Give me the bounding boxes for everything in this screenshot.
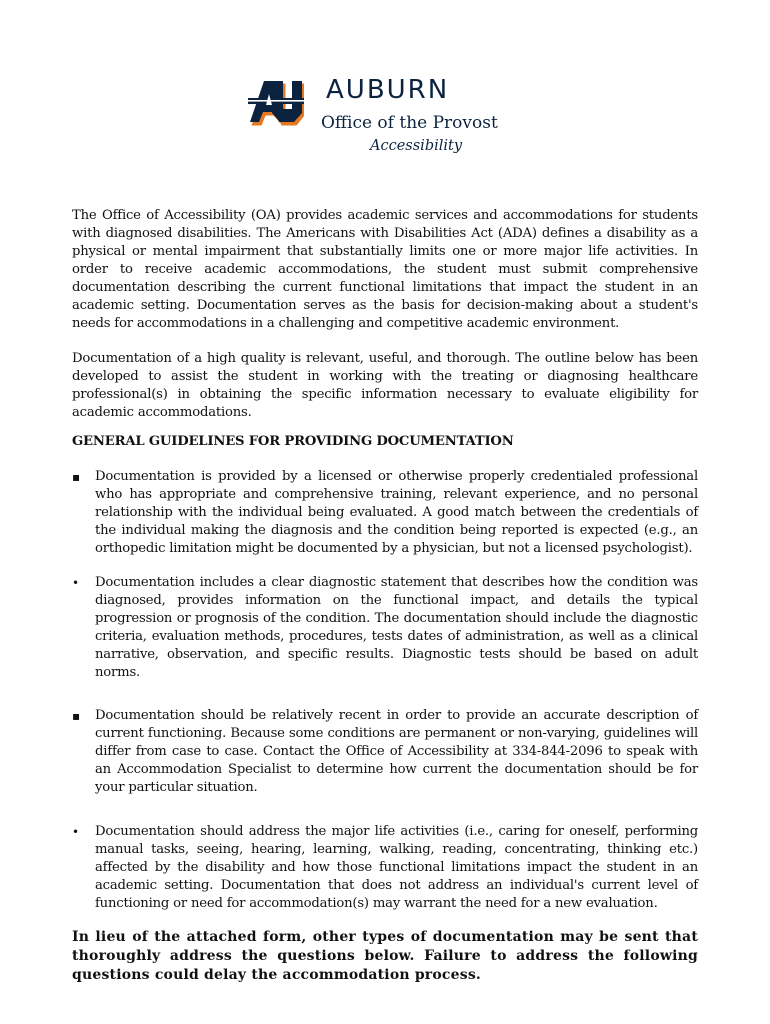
guideline-text: Documentation is provided by a licensed or otherwise properly credentialed professional who has appropriate and comprehensive training, relevant experience, and no personal relationship with the individual being evaluated. A good match between the credentials of the individual making the diagnosis and the condition being reported is expected (e.g., an orthopedic limitation might be documented by a physician, but not a licensed psychologist). <box>95 469 698 556</box>
outline-paragraph: Documentation of a high quality is relevant, useful, and thorough. The outline below has been developed to assist the student in working with the treating or diagnosing healthcare professional(s) in obtaining the specific information necessary to evaluate eligibility for academic accommodations. <box>72 351 698 420</box>
guideline-text: Documentation should be relatively recent in order to provide an accurate description of current functioning. Because some conditions are permanent or non-varying, guidelines will differ from case to case. Contact the Office of Accessibility at 334-844-2096 to speak with an Accommodation Specialist to determine how current the documentation should be for your particular situation. <box>95 708 698 795</box>
office-name: Office of the Provost <box>321 113 498 133</box>
intro-paragraph: The Office of Accessibility (OA) provides academic services and accommodations for students with diagnosed disabilities. The Americans with Disabilities Act (ADA) defines a disability as a physical or mental impairment that substantially limits one or more major life activities. In order to receive academic accommodations, the student must submit comprehensive documentation describing the current functional limitations that impact the student in an academic setting. Documentation serves as the basis for decision-making about a student's needs for accommodations in a challenging and competitive academic environment. <box>72 208 698 331</box>
round-bullet-icon: • <box>72 825 80 839</box>
guideline-text: Documentation should address the major life activities (i.e., caring for oneself, performing manual tasks, seeing, hearing, learning, walking, reading, concentrating, thinking etc.) affected by the disability and how those functional limitations impact the student in an academic setting. Documentation that does not address an individual's current level of functioning or need for accommodation(s) may warrant the need for a new evaluation. <box>95 824 698 911</box>
square-bullet-icon: ▪ <box>72 709 81 723</box>
guideline-text: Documentation includes a clear diagnostic statement that describes how the condition was diagnosed, provides information on the functional impact, and details the typical progression or prognosis of the condition. The documentation should include the diagnostic criteria, evaluation methods, procedures, tests dates of administration, as well as a clinical narrative, observation, and specific results. Diagnostic tests should be based on adult norms. <box>95 575 698 680</box>
list-item <box>72 574 698 682</box>
guidelines-list <box>72 468 698 913</box>
guidelines-heading: GENERAL GUIDELINES FOR PROVIDING DOCUMENTATION <box>72 434 514 449</box>
list-item <box>72 468 698 558</box>
department-name: Accessibility <box>370 138 463 154</box>
list-item <box>72 823 698 913</box>
list-item <box>72 707 698 797</box>
brand-name: AUBURN <box>326 75 450 105</box>
auburn-au-logo-icon <box>248 76 304 132</box>
document-body <box>72 207 698 985</box>
closing-note: In lieu of the attached form, other types of documentation may be sent that thoroughly address the questions below. Failure to address the following questions could delay the accommodation process. <box>72 929 698 983</box>
round-bullet-icon: • <box>72 576 80 590</box>
square-bullet-icon: ▪ <box>72 470 81 484</box>
